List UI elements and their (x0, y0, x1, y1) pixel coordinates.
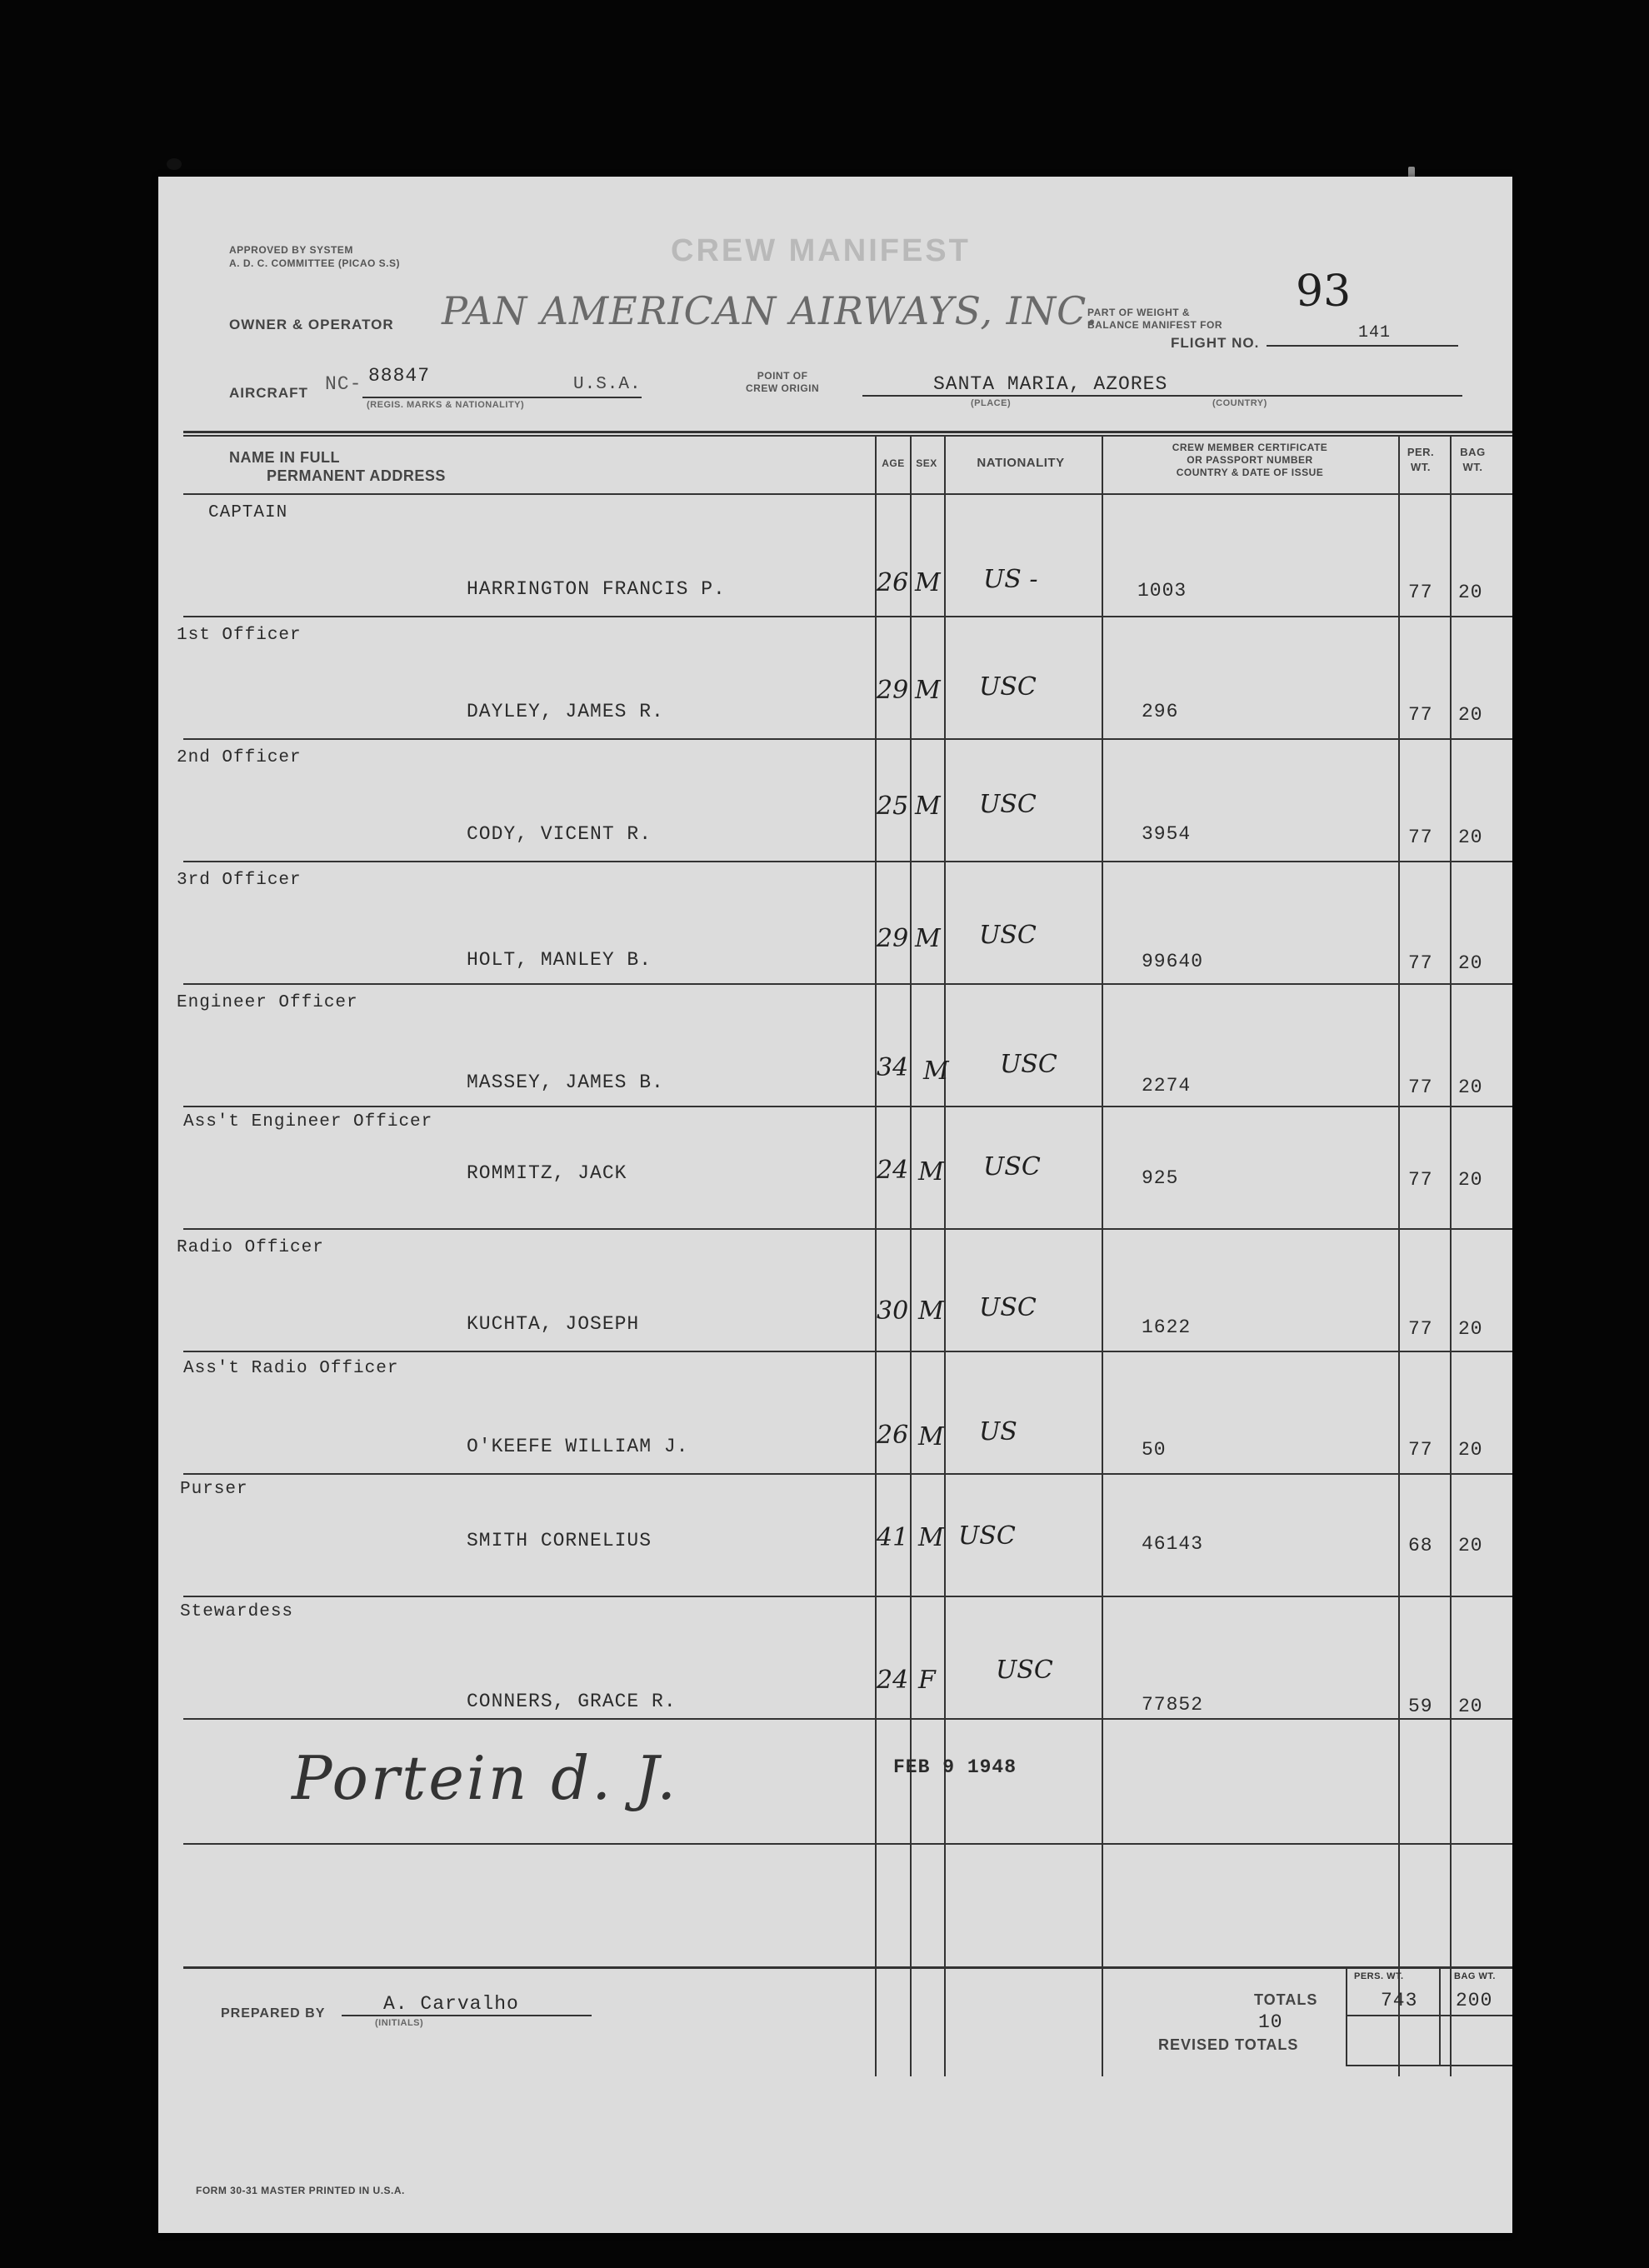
crew-bag-wt: 20 (1458, 582, 1483, 603)
country-caption: (COUNTRY) (1212, 398, 1267, 408)
crew-nationality: USC (979, 672, 1037, 702)
crew-sex: M (915, 568, 941, 597)
approval-line-1: APPROVED BY SYSTEM (229, 244, 353, 256)
aircraft-label: AIRCRAFT (229, 385, 308, 401)
crew-bag-wt: 20 (1458, 827, 1483, 848)
crew-bag-wt: 20 (1458, 1535, 1483, 1556)
per-wt-column-header (1396, 445, 1446, 475)
signature: Portein d. J. (292, 1743, 679, 1813)
crew-age: 24 (877, 1156, 909, 1185)
page-number: 93 (1296, 267, 1352, 317)
crew-per-wt: 77 (1408, 1318, 1433, 1340)
bag-wt-header-line-1: BAG (1460, 446, 1486, 458)
crew-age: 41 (877, 1523, 909, 1552)
flight-underline (1267, 345, 1458, 347)
crew-certificate: 2274 (1142, 1075, 1192, 1097)
totals-label: TOTALS (1254, 1991, 1318, 2008)
crew-nationality: USC (979, 921, 1037, 950)
crew-row (158, 1352, 1512, 1475)
crew-row (158, 1107, 1512, 1230)
crew-certificate: 296 (1142, 701, 1179, 722)
crew-name: MASSEY, JAMES B. (467, 1072, 664, 1093)
crew-name: KUCHTA, JOSEPH (467, 1313, 640, 1335)
crew-sex: M (915, 676, 941, 705)
crew-row (158, 985, 1512, 1107)
crew-per-wt: 77 (1408, 827, 1433, 848)
crew-nationality: USC (983, 1152, 1041, 1181)
aircraft-caption: (REGIS. MARKS & NATIONALITY) (367, 400, 525, 410)
totals-box (1346, 1968, 1512, 2066)
name-column-header (229, 448, 446, 485)
crew-per-wt: 77 (1408, 952, 1433, 974)
crew-role: 3rd Officer (177, 871, 302, 890)
crew-per-wt: 77 (1408, 1077, 1433, 1098)
approval-line-2: A. D. C. COMMITTEE (PICAO S.S) (229, 257, 401, 269)
revised-totals-label: REVISED TOTALS (1158, 2036, 1299, 2053)
crew-name: CONNERS, GRACE R. (467, 1691, 677, 1712)
owner-label: OWNER & OPERATOR (229, 317, 394, 332)
crew-manifest-document (158, 177, 1512, 2233)
crew-bag-wt: 20 (1458, 1169, 1483, 1191)
crew-sex: M (918, 1296, 944, 1326)
crew-certificate: 1003 (1137, 580, 1187, 602)
crew-nationality: USC (979, 790, 1037, 819)
crew-row (158, 617, 1512, 740)
crew-name: HOLT, MANLEY B. (467, 949, 652, 971)
crew-sex: F (918, 1666, 936, 1695)
crew-nationality: US (979, 1417, 1017, 1446)
crew-row (158, 1475, 1512, 1597)
place-caption: (PLACE) (971, 398, 1012, 408)
aircraft-nationality: U.S.A. (573, 375, 642, 394)
origin-underline (862, 395, 1462, 397)
per-wt-header-line-1: PER. (1407, 446, 1435, 458)
crew-per-wt: 77 (1408, 704, 1433, 726)
footer-form-number: FORM 30-31 MASTER PRINTED IN U.S.A. (196, 2185, 405, 2196)
name-header-line-1: NAME IN FULL (229, 449, 340, 466)
crew-certificate: 1622 (1142, 1316, 1192, 1338)
crew-bag-wt: 20 (1458, 1696, 1483, 1717)
operator-name: PAN AMERICAN AIRWAYS, INC. (442, 288, 1099, 333)
crew-bag-wt: 20 (1458, 1439, 1483, 1461)
totals-top-rule (183, 1966, 1512, 1969)
name-header-line-2: PERMANENT ADDRESS (267, 467, 446, 484)
initials-caption: (INITIALS) (375, 2018, 424, 2028)
crew-certificate: 46143 (1142, 1533, 1204, 1555)
crew-row (158, 1230, 1512, 1352)
crew-certificate: 99640 (1142, 951, 1204, 972)
crew-sex: M (918, 1422, 944, 1451)
totals-mid-rule (1347, 2015, 1512, 2016)
totals-pers-label: PERS. WT. (1354, 1971, 1404, 1981)
prepared-underline (342, 2015, 592, 2016)
form-title: CREW MANIFEST (671, 233, 971, 268)
crew-bag-wt: 20 (1458, 1077, 1483, 1098)
sex-column-header: SEX (916, 457, 937, 469)
cert-header-line-2: OR PASSPORT NUMBER (1187, 454, 1313, 466)
crew-age: 26 (877, 1421, 909, 1450)
part-of-label (1087, 307, 1222, 332)
crew-nationality: USC (979, 1293, 1037, 1322)
crew-role: CAPTAIN (208, 503, 288, 522)
approval-stamp (229, 243, 400, 270)
flight-number: 141 (1358, 323, 1392, 342)
crew-per-wt: 68 (1408, 1535, 1433, 1556)
crew-bag-wt: 20 (1458, 952, 1483, 974)
crew-per-wt: 59 (1408, 1696, 1433, 1717)
crew-name: O'KEEFE WILLIAM J. (467, 1436, 689, 1457)
crew-sex: M (915, 792, 941, 821)
crew-bag-wt: 20 (1458, 704, 1483, 726)
bag-wt-column-header (1450, 445, 1496, 475)
crew-name: DAYLEY, JAMES R. (467, 701, 664, 722)
crew-age: 30 (877, 1296, 909, 1326)
crew-name: SMITH CORNELIUS (467, 1530, 652, 1551)
origin-label (746, 370, 819, 395)
origin-value: SANTA MARIA, AZORES (933, 373, 1168, 395)
crew-bag-wt: 20 (1458, 1318, 1483, 1340)
nationality-column-header: NATIONALITY (977, 456, 1065, 470)
crew-certificate: 925 (1142, 1167, 1179, 1189)
totals-bag-label: BAG WT. (1454, 1971, 1496, 1981)
crew-age: 26 (877, 568, 909, 597)
origin-label-line-1: POINT OF (757, 370, 808, 382)
table-top-rule-2 (183, 435, 1512, 437)
crew-name: CODY, VICENT R. (467, 823, 652, 845)
crew-sex: M (915, 924, 941, 953)
cert-header-line-1: CREW MEMBER CERTIFICATE (1172, 442, 1328, 453)
row-rule (183, 1718, 1512, 1720)
crew-role: Ass't Radio Officer (183, 1359, 399, 1378)
crew-per-wt: 77 (1408, 582, 1433, 603)
crew-sex: M (918, 1523, 944, 1552)
crew-role: Ass't Engineer Officer (183, 1112, 433, 1132)
crew-age: 25 (877, 792, 909, 821)
flight-label: FLIGHT NO. (1171, 335, 1260, 351)
part-of-line-2: BALANCE MANIFEST FOR (1087, 319, 1222, 331)
crew-row (158, 1597, 1512, 1720)
prepared-value: A. Carvalho (383, 1993, 519, 2015)
signature-row-rule (183, 1843, 1512, 1845)
crew-certificate: 3954 (1142, 823, 1192, 845)
totals-bag-value: 200 (1456, 1990, 1493, 2011)
crew-nationality: USC (958, 1521, 1016, 1551)
crew-role: 2nd Officer (177, 748, 302, 767)
dust-speck (167, 158, 182, 170)
totals-divider (1439, 1968, 1441, 2065)
crew-certificate: 50 (1142, 1439, 1167, 1461)
bag-wt-header-line-2: WT. (1462, 461, 1483, 473)
crew-role: Engineer Officer (177, 993, 358, 1012)
crew-per-wt: 77 (1408, 1169, 1433, 1191)
crew-nationality: US - (983, 565, 1038, 594)
prepared-label: PREPARED BY (221, 2006, 326, 2021)
cert-header-line-3: COUNTRY & DATE OF ISSUE (1176, 467, 1324, 478)
crew-sex: M (918, 1157, 944, 1186)
crew-row (158, 495, 1512, 617)
crew-age: 24 (877, 1666, 909, 1695)
aircraft-underline (362, 397, 642, 398)
crew-role: Stewardess (180, 1602, 294, 1621)
crew-sex: M (923, 1057, 949, 1086)
crew-nationality: USC (1000, 1050, 1057, 1079)
per-wt-header-line-2: WT. (1411, 461, 1431, 473)
origin-label-line-2: CREW ORIGIN (746, 382, 820, 394)
totals-pers-value: 743 (1381, 1990, 1418, 2011)
crew-age: 29 (877, 924, 909, 953)
crew-row (158, 740, 1512, 862)
crew-row (158, 862, 1512, 985)
crew-role: 1st Officer (177, 626, 302, 645)
crew-role: Purser (180, 1480, 248, 1499)
date-stamp: FEB 9 1948 (893, 1756, 1017, 1778)
totals-count: 10 (1258, 2011, 1283, 2033)
age-column-header: AGE (882, 457, 905, 469)
certificate-column-header (1104, 442, 1396, 479)
crew-name: HARRINGTON FRANCIS P. (467, 578, 726, 600)
crew-age: 29 (877, 676, 909, 705)
crew-name: ROMMITZ, JACK (467, 1162, 627, 1184)
aircraft-prefix: NC- (325, 373, 362, 395)
crew-per-wt: 77 (1408, 1439, 1433, 1461)
part-of-line-1: PART OF WEIGHT & (1087, 307, 1191, 318)
table-top-rule (183, 431, 1512, 433)
crew-role: Radio Officer (177, 1238, 324, 1257)
crew-certificate: 77852 (1142, 1694, 1204, 1716)
crew-age: 34 (877, 1053, 909, 1082)
crew-nationality: USC (996, 1656, 1053, 1685)
aircraft-registration: 88847 (368, 365, 431, 387)
